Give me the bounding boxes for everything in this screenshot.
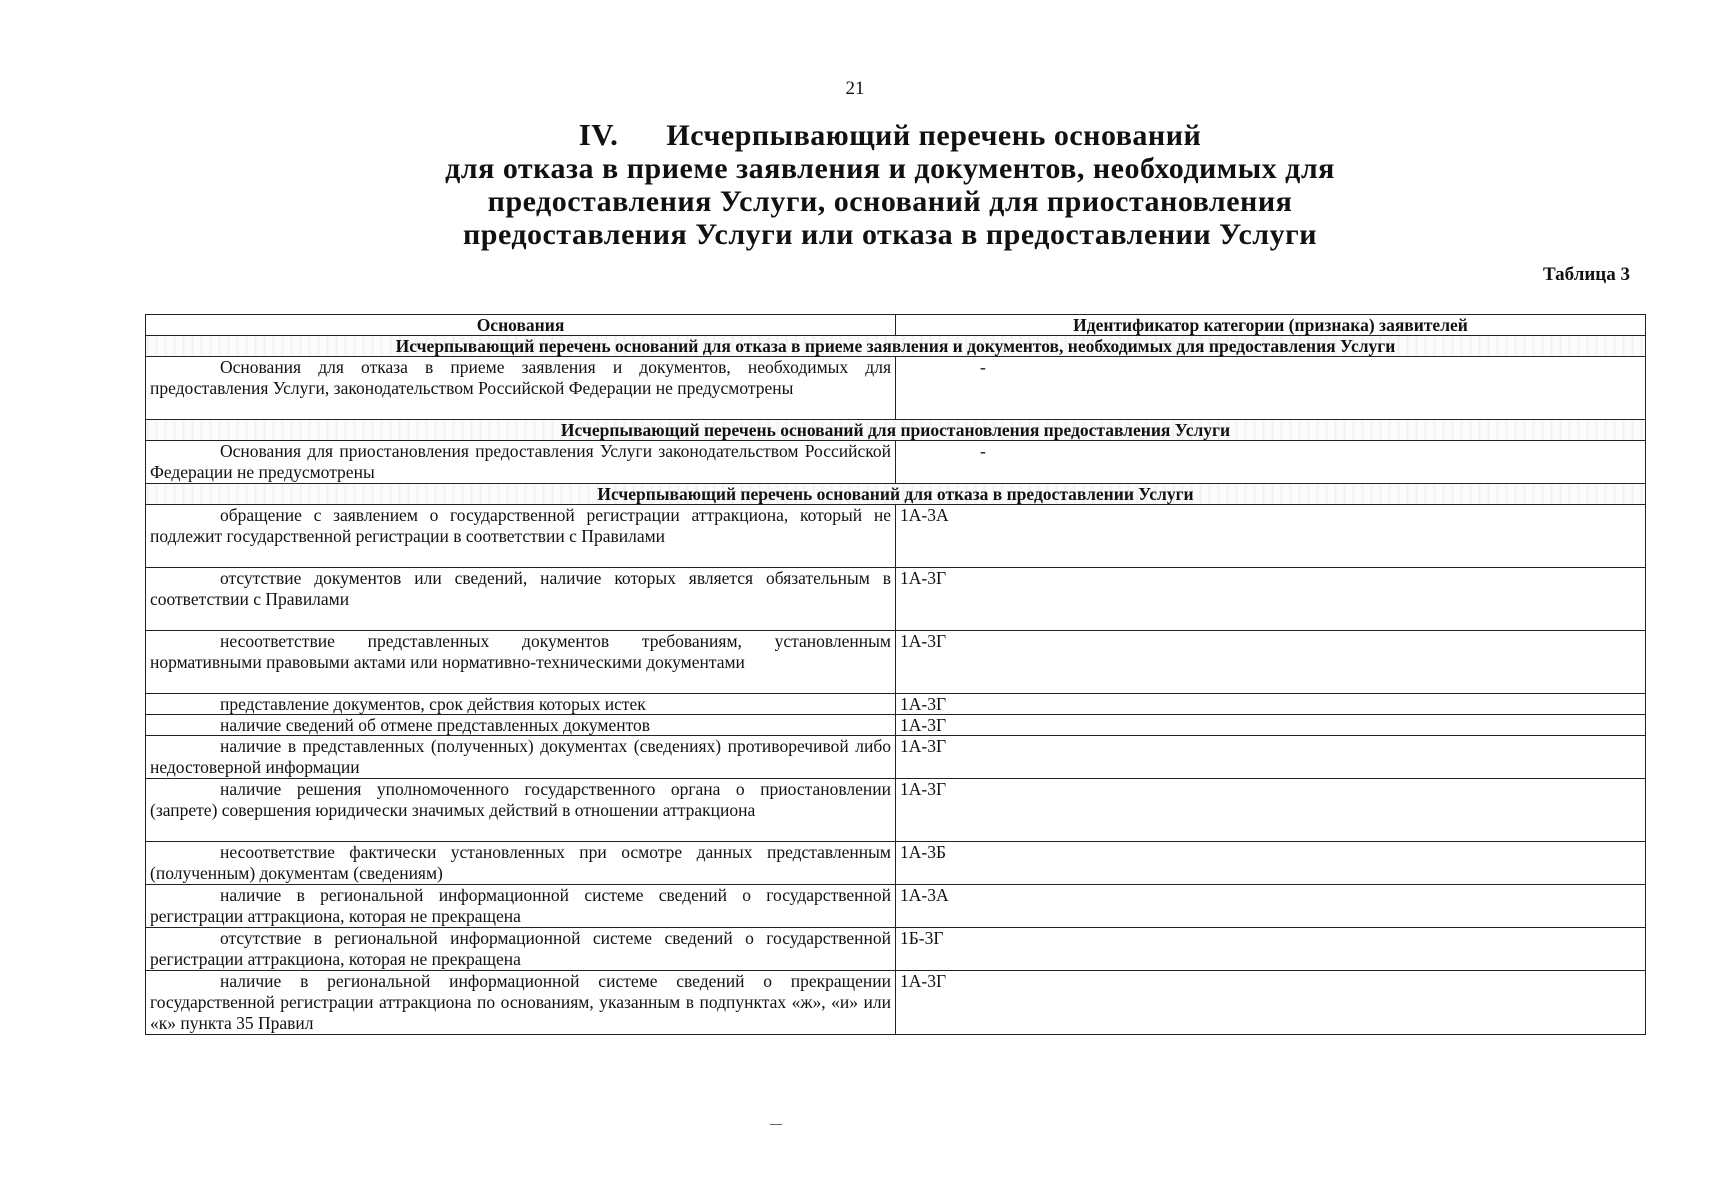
reason-cell: отсутствие документов или сведений, наличие которых является обязательным в соответствии с Правилами — [146, 568, 896, 631]
section-title-refusal-provision: Исчерпывающий перечень оснований для отказа в предоставлении Услуги — [146, 484, 1646, 505]
section-row — [146, 484, 1646, 505]
section-row — [146, 336, 1646, 357]
heading-line-4: предоставления Услуги или отказа в предоставлении Услуги — [462, 218, 1318, 251]
header-grounds: Основания — [146, 315, 896, 336]
table-row — [146, 505, 1646, 568]
table-caption: Таблица 3 — [1542, 264, 1630, 285]
table-row — [146, 357, 1646, 420]
code-cell: 1А-3Г — [896, 779, 1646, 842]
reason-cell: наличие сведений об отмене представленных документов — [146, 715, 896, 736]
table-row — [146, 928, 1646, 971]
code-cell: 1А-3Г — [896, 971, 1646, 1035]
table-row — [146, 885, 1646, 928]
table-row — [146, 779, 1646, 842]
code-cell: - — [896, 441, 1646, 484]
table-row — [146, 971, 1646, 1035]
reason-cell: наличие в региональной информационной системе сведений о государственной регистрации аттракциона, которая не прекращена — [146, 885, 896, 928]
code-cell: 1А-3А — [896, 505, 1646, 568]
table-row — [146, 441, 1646, 484]
grounds-table — [145, 314, 1646, 1035]
code-cell: 1А-3А — [896, 885, 1646, 928]
section-title-refusal-acceptance: Исчерпывающий перечень оснований для отказа в приеме заявления и документов, необходимых для предоставления Услуги — [146, 336, 1646, 357]
section-title-suspension: Исчерпывающий перечень оснований для приостановления предоставления Услуги — [146, 420, 1646, 441]
heading-line-1 — [300, 118, 1480, 152]
reason-cell: несоответствие представленных документов требованиям, установленным нормативными правовыми актами или нормативно-техническими документами — [146, 631, 896, 694]
table-row — [146, 842, 1646, 885]
code-cell: - — [896, 357, 1646, 420]
heading-roman-numeral: IV. — [578, 117, 619, 152]
table-row — [146, 631, 1646, 694]
heading-line-3: предоставления Услуги, оснований для приостановления — [487, 185, 1293, 218]
section-row — [146, 420, 1646, 441]
table-header-row — [146, 315, 1646, 336]
stray-mark — [770, 1124, 782, 1125]
reason-cell: наличие решения уполномоченного государственного органа о приостановлении (запрете) совершения юридически значимых действий в отношении аттракциона — [146, 779, 896, 842]
table-row — [146, 568, 1646, 631]
table-row — [146, 694, 1646, 715]
reason-cell: наличие в представленных (полученных) документах (сведениях) противоречивой либо недостоверной информации — [146, 736, 896, 779]
code-cell: 1А-3Г — [896, 715, 1646, 736]
code-cell: 1А-3Г — [896, 568, 1646, 631]
reason-cell: несоответствие фактически установленных при осмотре данных представленным (полученным) документам (сведениям) — [146, 842, 896, 885]
header-applicant-category-id: Идентификатор категории (признака) заявителей — [896, 315, 1646, 336]
code-cell: 1А-3Г — [896, 694, 1646, 715]
reason-cell: Основания для приостановления предоставления Услуги законодательством Российской Федерации не предусмотрены — [146, 441, 896, 484]
heading-line-1-text: Исчерпывающий перечень оснований — [666, 119, 1202, 152]
code-cell: 1А-3Б — [896, 842, 1646, 885]
heading-line-2: для отказа в приеме заявления и документов, необходимых для — [445, 152, 1335, 185]
reason-cell: наличие в региональной информационной системе сведений о прекращении государственной регистрации аттракциона по основаниям, указанным в подпунктах «ж», «и» или «к» пункта 35 Правил — [146, 971, 896, 1035]
table-row — [146, 736, 1646, 779]
code-cell: 1Б-3Г — [896, 928, 1646, 971]
page-number: 21 — [845, 78, 865, 99]
section-heading — [300, 118, 1480, 251]
reason-cell: Основания для отказа в приеме заявления и документов, необходимых для предоставления Услуги, законодательством Российской Федерации не предусмотрены — [146, 357, 896, 420]
reason-cell: отсутствие в региональной информационной системе сведений о государственной регистрации аттракциона, которая не прекращена — [146, 928, 896, 971]
code-cell: 1А-3Г — [896, 736, 1646, 779]
reason-cell: обращение с заявлением о государственной регистрации аттракциона, который не подлежит государственной регистрации в соответствии с Правилами — [146, 505, 896, 568]
code-cell: 1А-3Г — [896, 631, 1646, 694]
table-row — [146, 715, 1646, 736]
reason-cell: представление документов, срок действия которых истек — [146, 694, 896, 715]
